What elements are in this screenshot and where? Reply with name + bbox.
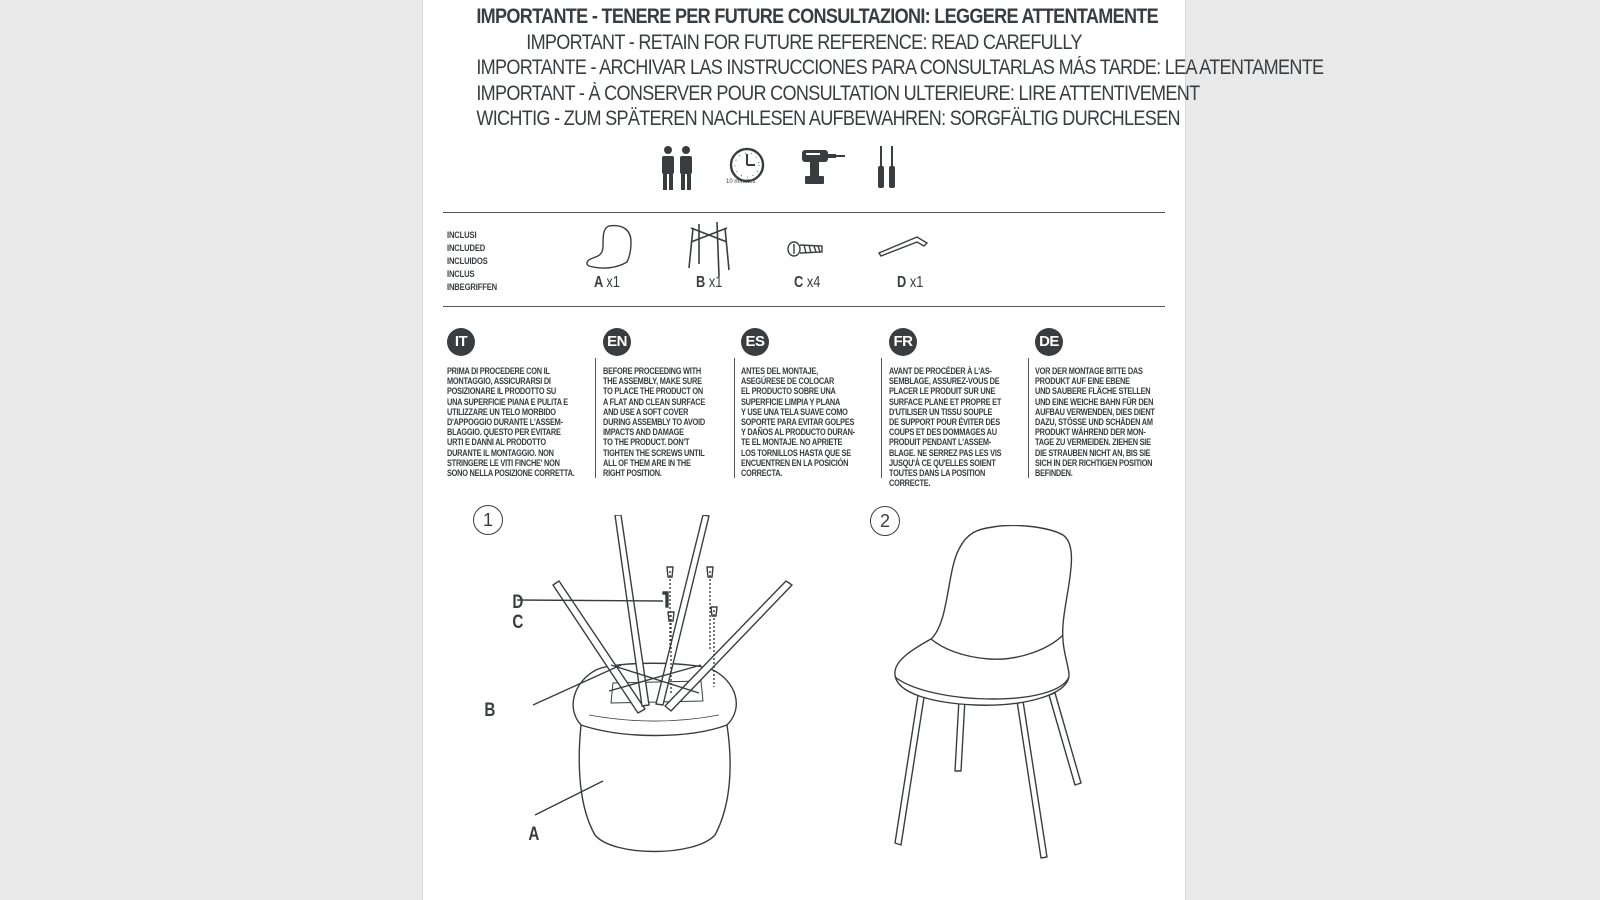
lang-column-it bbox=[447, 328, 575, 479]
part-a-label: A x1 bbox=[594, 274, 620, 291]
lang-badge-en: EN bbox=[603, 328, 631, 356]
lang-column-de bbox=[1035, 328, 1155, 479]
divider-bottom bbox=[443, 306, 1165, 307]
leg-frame-icon bbox=[685, 220, 733, 278]
divider-top bbox=[443, 212, 1165, 213]
lang-badge-it: IT bbox=[447, 328, 475, 356]
included-label-fr: INCLUS bbox=[447, 269, 475, 279]
lang-text-fr: AVANT DE PROCÉDER À L'AS- SEMBLAGE, ASSUREZ-VOUS DE PLACER LE PRODUIT SUR UNE SURFACE PLANE ET PROPRE ET D'UTILISER UN TISSU SOUPLE DE SUPPORT POUR ÉVITER DES COUPS ET DES DOMMAGES AU PRODUIT PENDANT L'ASSEM- BLAGE. NE SERREZ PAS LES VIS JUSQU'À CE QU'ELLES SOIENT TOUTES DANS LA POSITION CORRECTE. bbox=[889, 366, 1002, 489]
heading-es: IMPORTANTE - ARCHIVAR LAS INSTRUCCIONES PARA CONSULTARLAS MÁS TARDE: LEA ATENTAMENTE bbox=[476, 56, 1324, 79]
column-separator bbox=[734, 358, 735, 478]
lang-badge-es: ES bbox=[741, 328, 769, 356]
step-2-number: 2 bbox=[870, 506, 900, 536]
heading-de: WICHTIG - ZUM SPÄTEREN NACHLESEN AUFBEWAHREN: SORGFÄLTIG DURCHLESEN bbox=[476, 107, 1180, 130]
step-1-number: 1 bbox=[473, 505, 503, 535]
included-label-it: INCLUSI bbox=[447, 230, 477, 240]
time-caption: 10 minutes bbox=[726, 179, 756, 185]
heading-it: IMPORTANTE - TENERE PER FUTURE CONSULTAZIONI: LEGGERE ATTENTAMENTE bbox=[476, 5, 1159, 28]
column-separator bbox=[881, 358, 882, 478]
column-separator bbox=[595, 358, 596, 478]
drill-icon bbox=[800, 146, 846, 186]
step-2-illustration bbox=[893, 525, 1093, 860]
allen-key-icon bbox=[877, 233, 929, 257]
lang-badge-fr: FR bbox=[889, 328, 917, 356]
instruction-sheet bbox=[423, 0, 1324, 900]
lang-column-en bbox=[603, 328, 706, 479]
heading-en: IMPORTANT - RETAIN FOR FUTURE REFERENCE: READ CAREFULLY bbox=[526, 30, 1082, 54]
heading-block bbox=[423, 4, 1324, 132]
tools-row bbox=[423, 146, 1185, 196]
included-labels bbox=[447, 229, 497, 294]
seat-shell-icon bbox=[583, 224, 639, 272]
two-persons-icon bbox=[659, 146, 695, 192]
screw-icon bbox=[787, 241, 825, 257]
part-b-label: B x1 bbox=[696, 274, 723, 291]
lang-text-it: PRIMA DI PROCEDERE CON IL MONTAGGIO, ASSICURARSI DI POSIZIONARE IL PRODOTTO SU UNA SUPERFICIE PIANA E PULITA E UTILIZZARE UN TELO MORBIDO D'APPOGGIO DURANTE L'ASSEM- BLAGGIO. QUESTO PER EVITARE URTI E DANNI AL PRODOTTO DURANTE IL MONTAGGIO. NON STRINGERE LE VITI FINCHE' NON SONO NELLA POSIZIONE CORRETTA. bbox=[447, 366, 575, 479]
callout-b: B bbox=[484, 700, 496, 721]
lang-column-es bbox=[741, 328, 855, 479]
screwdrivers-icon bbox=[875, 146, 899, 190]
lang-text-es: ANTES DEL MONTAJE, ASEGÚRESE DE COLOCAR EL PRODUCTO SOBRE UNA SUPERFICIE LIMPIA Y PLANA Y USE UNA TELA SUAVE COMO SOPORTE PARA EVITAR GOLPES Y DAÑOS AL PRODUCTO DURAN- TE EL MONTAJE. NO APRIETE LOS TORNILLOS HASTA QUE SE ENCUENTREN EN LA POSICIÓN CORRECTA. bbox=[741, 366, 855, 479]
part-d-label: D x1 bbox=[897, 274, 924, 291]
callout-a: A bbox=[528, 824, 540, 845]
included-label-en: INCLUDED bbox=[447, 243, 486, 253]
callout-d: D bbox=[512, 592, 524, 613]
included-label-de: INBEGRIFFEN bbox=[447, 282, 497, 292]
column-separator bbox=[1028, 358, 1029, 478]
step-1-illustration bbox=[463, 515, 793, 865]
lang-column-fr bbox=[889, 328, 1002, 489]
included-label-es: INCLUIDOS bbox=[447, 256, 488, 266]
lang-text-en: BEFORE PROCEEDING WITH THE ASSEMBLY, MAKE SURE TO PLACE THE PRODUCT ON A FLAT AND CLEAN SURFACE AND USE A SOFT COVER DURING ASSEMBLY TO AVOID IMPACTS AND DAMAGE TO THE PRODUCT. DON'T TIGHTEN THE SCREWS UNTIL ALL OF THEM ARE IN THE RIGHT POSITION. bbox=[603, 366, 706, 479]
heading-fr: IMPORTANT - À CONSERVER POUR CONSULTATION ULTERIEURE: LIRE ATTENTIVEMENT bbox=[476, 81, 1200, 105]
lang-badge-de: DE bbox=[1035, 328, 1063, 356]
part-c-label: C x4 bbox=[794, 274, 821, 291]
callout-c: C bbox=[512, 612, 524, 633]
lang-text-de: VOR DER MONTAGE BITTE DAS PRODUKT AUF EINE EBENE UND SAUBERE FLÄCHE STELLEN UND EINE WEICHE BAHN FÜR DEN AUFBAU VERWENDEN, DIES DIENT DAZU, STÖSSE UND SCHÄDEN AM PRODUKT WÄHREND DER MON- TAGE ZU VERMEIDEN. ZIEHEN SIE DIE STRAUBEN NICHT AN, BIS SIE SICH IN DER RICHTIGEN POSITION BEFINDEN. bbox=[1035, 366, 1155, 479]
